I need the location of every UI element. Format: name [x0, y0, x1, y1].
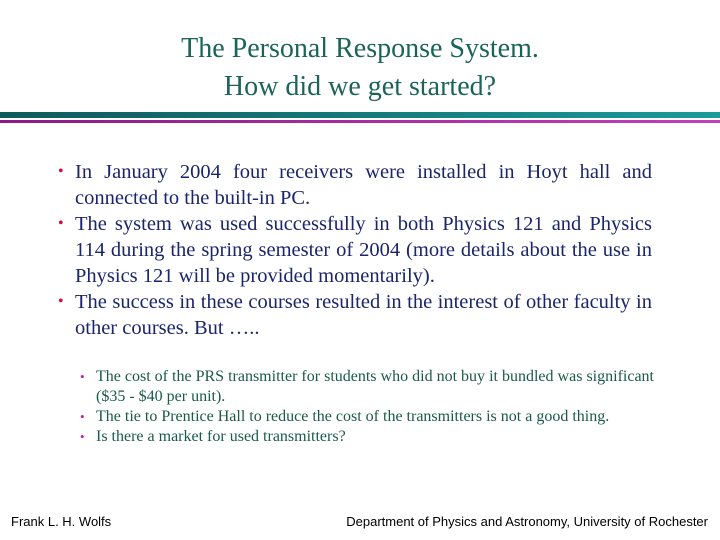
bullet-list	[58, 159, 652, 341]
list-item	[58, 289, 652, 341]
list-item	[58, 211, 652, 289]
footer-author: Frank L. H. Wolfs	[11, 514, 112, 529]
list-item	[58, 159, 652, 211]
list-item	[80, 427, 654, 447]
bullet-text: The system was used successfully in both Physics 121 and Physics 114 during the spring semester of 2004 (more details about the use in Physics 121 will be provided momentarily).	[75, 213, 652, 287]
bullet-text: In January 2004 four receivers were installed in Hoyt hall and connected to the built-in PC.	[75, 161, 652, 209]
list-item	[80, 367, 654, 407]
bullet-text: The cost of the PRS transmitter for students who did not buy it bundled was significant ($35 - $40 per unit).	[96, 368, 654, 405]
sub-bullet-list	[80, 367, 654, 447]
bullet-icon: •	[80, 429, 85, 444]
bullet-text: The tie to Prentice Hall to reduce the cost of the transmitters is not a good thing.	[96, 408, 610, 425]
bullet-icon: •	[58, 293, 64, 310]
footer-department: Department of Physics and Astronomy, University of Rochester	[346, 514, 708, 529]
bullet-text: The success in these courses resulted in the interest of other faculty in other courses. But …..	[75, 291, 652, 339]
bullet-icon: •	[58, 215, 64, 232]
title-line-1: The Personal Response System.	[181, 33, 539, 64]
list-item	[80, 407, 654, 427]
divider-teal	[0, 112, 720, 118]
title-line-2: How did we get started?	[223, 71, 497, 102]
divider-magenta	[0, 120, 720, 123]
bullet-text: Is there a market for used transmitters?	[96, 428, 346, 445]
bullet-icon: •	[80, 409, 85, 424]
slide-title	[0, 30, 720, 106]
bullet-icon: •	[58, 163, 64, 180]
bullet-icon: •	[80, 369, 85, 384]
